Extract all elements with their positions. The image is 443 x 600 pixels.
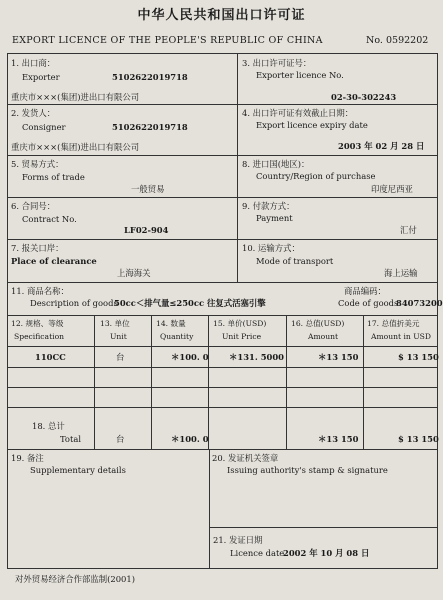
rule-r2 xyxy=(7,387,438,388)
contract-value: LF02-904 xyxy=(124,225,169,235)
th-price-cn: 15. 单价(USD) xyxy=(213,319,267,328)
trade-form-label-cn: 5. 贸易方式： xyxy=(11,159,64,169)
rule-col3 xyxy=(208,315,209,449)
trade-form-value: 一般贸易 xyxy=(131,184,165,194)
rule-row3 xyxy=(7,197,438,198)
exporter-name: 重庆市×××(集团)进出口有限公司 xyxy=(11,92,140,102)
rule-col1 xyxy=(94,315,95,449)
rule-r1 xyxy=(7,367,438,368)
authority-label-cn: 20. 发证机关签章 xyxy=(212,453,279,463)
country-label-en: Country/Region of purchase xyxy=(256,171,376,181)
rule-box20-21 xyxy=(209,527,438,528)
rule-box19-20 xyxy=(209,449,210,568)
payment-label-cn: 9. 付款方式： xyxy=(242,201,295,211)
th-spec-cn: 12. 规格、等级 xyxy=(11,319,64,328)
total-usd: $ 13 150 xyxy=(398,434,439,444)
row-spec: 110CC xyxy=(35,352,66,362)
licence-date-label-cn: 21. 发证日期 xyxy=(213,535,263,545)
total-amount: ＊13 150 xyxy=(318,434,359,444)
row-unit: 台 xyxy=(116,352,125,362)
th-usd-cn: 17. 总值折美元 xyxy=(367,319,420,328)
contract-label-en: Contract No. xyxy=(22,214,77,224)
rule-top xyxy=(7,53,438,54)
clearance-label-cn: 7. 报关口岸： xyxy=(11,243,64,253)
licence-number-label: No. xyxy=(366,35,383,46)
contract-label-cn: 6. 合同号： xyxy=(11,201,56,211)
th-spec-en: Specification xyxy=(14,332,65,341)
licence-no-value: 02-30-302243 xyxy=(331,92,397,102)
goods-label-cn: 11. 商品名称： xyxy=(11,286,69,296)
title-cn: 中华人民共和国出口许可证 xyxy=(137,8,306,23)
transport-label-en: Mode of transport xyxy=(256,256,334,266)
expiry-label-cn: 4. 出口许可证有效截止日期： xyxy=(242,108,354,118)
th-amount-cn: 16. 总值(USD) xyxy=(291,319,345,328)
transport-label-cn: 10. 运输方式： xyxy=(242,243,300,253)
authority-label-en: Issuing authority's stamp & signature xyxy=(227,465,388,475)
rule-row1 xyxy=(7,104,438,105)
rule-bottom xyxy=(7,568,438,569)
rule-row5 xyxy=(7,282,438,283)
rule-row2 xyxy=(7,155,438,156)
licence-no-label-cn: 3. 出口许可证号： xyxy=(242,58,312,68)
exporter-code: 5102622019718 xyxy=(112,72,188,82)
expiry-label-en: Export licence expiry date xyxy=(256,120,368,130)
goods-label-en: Description of goods xyxy=(30,298,118,308)
th-qty-en: Quantity xyxy=(160,332,194,341)
payment-label-en: Payment xyxy=(256,213,293,223)
licence-date-value: 2002 年 10 月 08 日 xyxy=(283,548,370,558)
goods-description: 50cc＜排气量≤250cc 往复式活塞引擎 xyxy=(114,298,266,308)
clearance-value: 上海海关 xyxy=(117,268,151,278)
consigner-label-en: Consigner xyxy=(22,122,66,132)
exporter-label-cn: 1. 出口商： xyxy=(11,58,56,68)
exporter-label-en: Exporter xyxy=(22,72,60,82)
rule-col2 xyxy=(151,315,152,449)
transport-value: 海上运输 xyxy=(384,268,418,278)
rule-right xyxy=(437,53,438,568)
goods-code-label-cn: 商品编码： xyxy=(344,286,386,296)
title-en: EXPORT LICENCE OF THE PEOPLE'S REPUBLIC OF CHINA xyxy=(12,35,323,46)
remarks-label-en: Supplementary details xyxy=(30,465,126,475)
rule-total xyxy=(7,449,438,450)
th-unit-en: Unit xyxy=(110,332,127,341)
licence-no-label-en: Exporter licence No. xyxy=(256,70,344,80)
rule-goods xyxy=(7,315,438,316)
th-price-en: Unit Price xyxy=(222,332,262,341)
row-quantity: ＊100. 0 xyxy=(171,352,209,362)
consigner-code: 5102622019718 xyxy=(112,122,188,132)
country-value: 印度尼西亚 xyxy=(371,184,413,194)
remarks-label-cn: 19. 备注 xyxy=(11,453,44,463)
licence-date-label-en: Licence date xyxy=(230,548,285,558)
goods-code-label-en: Code of goods xyxy=(338,298,399,308)
consigner-name: 重庆市×××(集团)进出口有限公司 xyxy=(11,142,140,152)
th-amount-en: Amount xyxy=(308,332,339,341)
goods-code-value: 84073200 xyxy=(396,298,443,308)
country-label-cn: 8. 进口国(地区)： xyxy=(242,159,310,169)
rule-header xyxy=(7,346,438,347)
rule-col4 xyxy=(286,315,287,449)
trade-form-label-en: Forms of trade xyxy=(22,172,85,182)
rule-col5 xyxy=(363,315,364,449)
th-qty-cn: 14. 数量 xyxy=(156,319,186,328)
expiry-value: 2003 年 02 月 28 日 xyxy=(338,141,425,151)
rule-mid xyxy=(237,53,238,282)
total-unit: 台 xyxy=(116,434,125,444)
th-usd-en: Amount in USD xyxy=(371,332,431,341)
rule-row4 xyxy=(7,239,438,240)
rule-left xyxy=(7,53,8,568)
total-label-cn: 18. 总计 xyxy=(32,421,65,431)
total-label-en: Total xyxy=(60,434,82,444)
payment-value: 汇付 xyxy=(400,225,417,235)
clearance-label-en: Place of clearance xyxy=(11,256,97,266)
licence-number-value: 0592202 xyxy=(386,35,429,46)
total-quantity: ＊100. 0 xyxy=(171,434,209,444)
row-amount: ＊13 150 xyxy=(318,352,359,362)
row-usd: $ 13 150 xyxy=(398,352,439,362)
rule-r3 xyxy=(7,407,438,408)
footer-text: 对外贸易经济合作部监制(2001) xyxy=(15,574,135,584)
row-price: ＊131. 5000 xyxy=(229,352,284,362)
consigner-label-cn: 2. 发货人： xyxy=(11,108,56,118)
th-unit-cn: 13. 单位 xyxy=(100,319,130,328)
